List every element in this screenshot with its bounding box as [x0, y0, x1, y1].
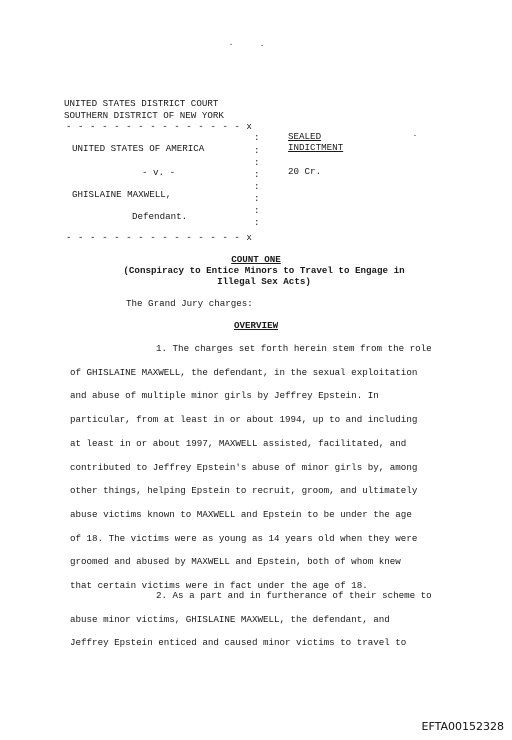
bates-number: EFTA00152328: [421, 720, 504, 733]
paragraph-line: that certain victims were in fact under the age of 18.: [70, 580, 368, 592]
scan-speck: [261, 45, 263, 46]
plaintiff: UNITED STATES OF AMERICA: [72, 143, 205, 154]
caption-colon: :: [254, 132, 260, 143]
scan-speck: [230, 44, 232, 45]
caption-colon: :: [254, 169, 260, 180]
versus: - v. -: [142, 167, 176, 178]
caption-colon: :: [254, 145, 260, 156]
caption-dash-top: - - - - - - - - - - - - - - - x: [66, 121, 253, 132]
caption-colon: :: [254, 181, 260, 192]
paragraph-2: [70, 584, 450, 655]
paragraph-line: and abuse of multiple minor girls by Jeffrey Epstein. In: [70, 390, 379, 402]
count-title: COUNT ONE: [231, 254, 281, 265]
paragraph-line: 2. As a part and in furtherance of their scheme to: [156, 590, 432, 601]
caption-colon: :: [254, 205, 260, 216]
paragraph-line: abuse victims known to MAXWELL and Epstein to be under the age: [70, 508, 412, 520]
caption-dash-bottom: - - - - - - - - - - - - - - - x: [66, 232, 253, 243]
sealed-label: SEALED: [288, 131, 322, 142]
grand-jury-charges: The Grand Jury charges:: [126, 298, 253, 309]
paragraph-line: abuse minor victims, GHISLAINE MAXWELL, the defendant, and: [70, 613, 390, 625]
paragraph-line: 1. The charges set forth herein stem from the role: [156, 343, 432, 354]
paragraph-line: of GHISLAINE MAXWELL, the defendant, in the sexual exploitation: [70, 366, 418, 378]
count-subtitle-1: (Conspiracy to Entice Minors to Travel to Engage in: [123, 265, 405, 276]
paragraph-1: [70, 337, 450, 598]
caption-colon: :: [254, 193, 260, 204]
overview-heading: OVERVIEW: [234, 320, 279, 331]
case-number: 20 Cr.: [288, 166, 322, 177]
paragraph-line: particular, from at least in or about 1994, up to and including: [70, 414, 418, 426]
paragraph-line: Jeffrey Epstein enticed and caused minor victims to travel to: [70, 637, 407, 649]
defendant-label: Defendant.: [132, 211, 188, 222]
court-header: [64, 98, 224, 121]
paragraph-line: other things, helping Epstein to recruit, groom, and ultimately: [70, 485, 418, 497]
defendant-name: GHISLAINE MAXWELL,: [72, 189, 172, 200]
court-district: SOUTHERN DISTRICT OF NEW YORK: [64, 109, 224, 121]
court-name: UNITED STATES DISTRICT COURT: [64, 98, 219, 109]
paragraph-line: groomed and abused by MAXWELL and Epstein, both of whom knew: [70, 556, 401, 568]
paragraph-line: of 18. The victims were as young as 14 years old when they were: [70, 532, 418, 544]
paragraph-line: contributed to Jeffrey Epstein's abuse of minor girls by, among: [70, 461, 418, 473]
caption-colon: :: [254, 157, 260, 168]
indictment-label: INDICTMENT: [288, 142, 344, 153]
paragraph-line: at least in or about 1997, MAXWELL assisted, facilitated, and: [70, 437, 407, 449]
caption-colon: :: [254, 217, 260, 228]
scan-speck: [414, 135, 416, 136]
count-subtitle-2: Illegal Sex Acts): [217, 276, 311, 287]
